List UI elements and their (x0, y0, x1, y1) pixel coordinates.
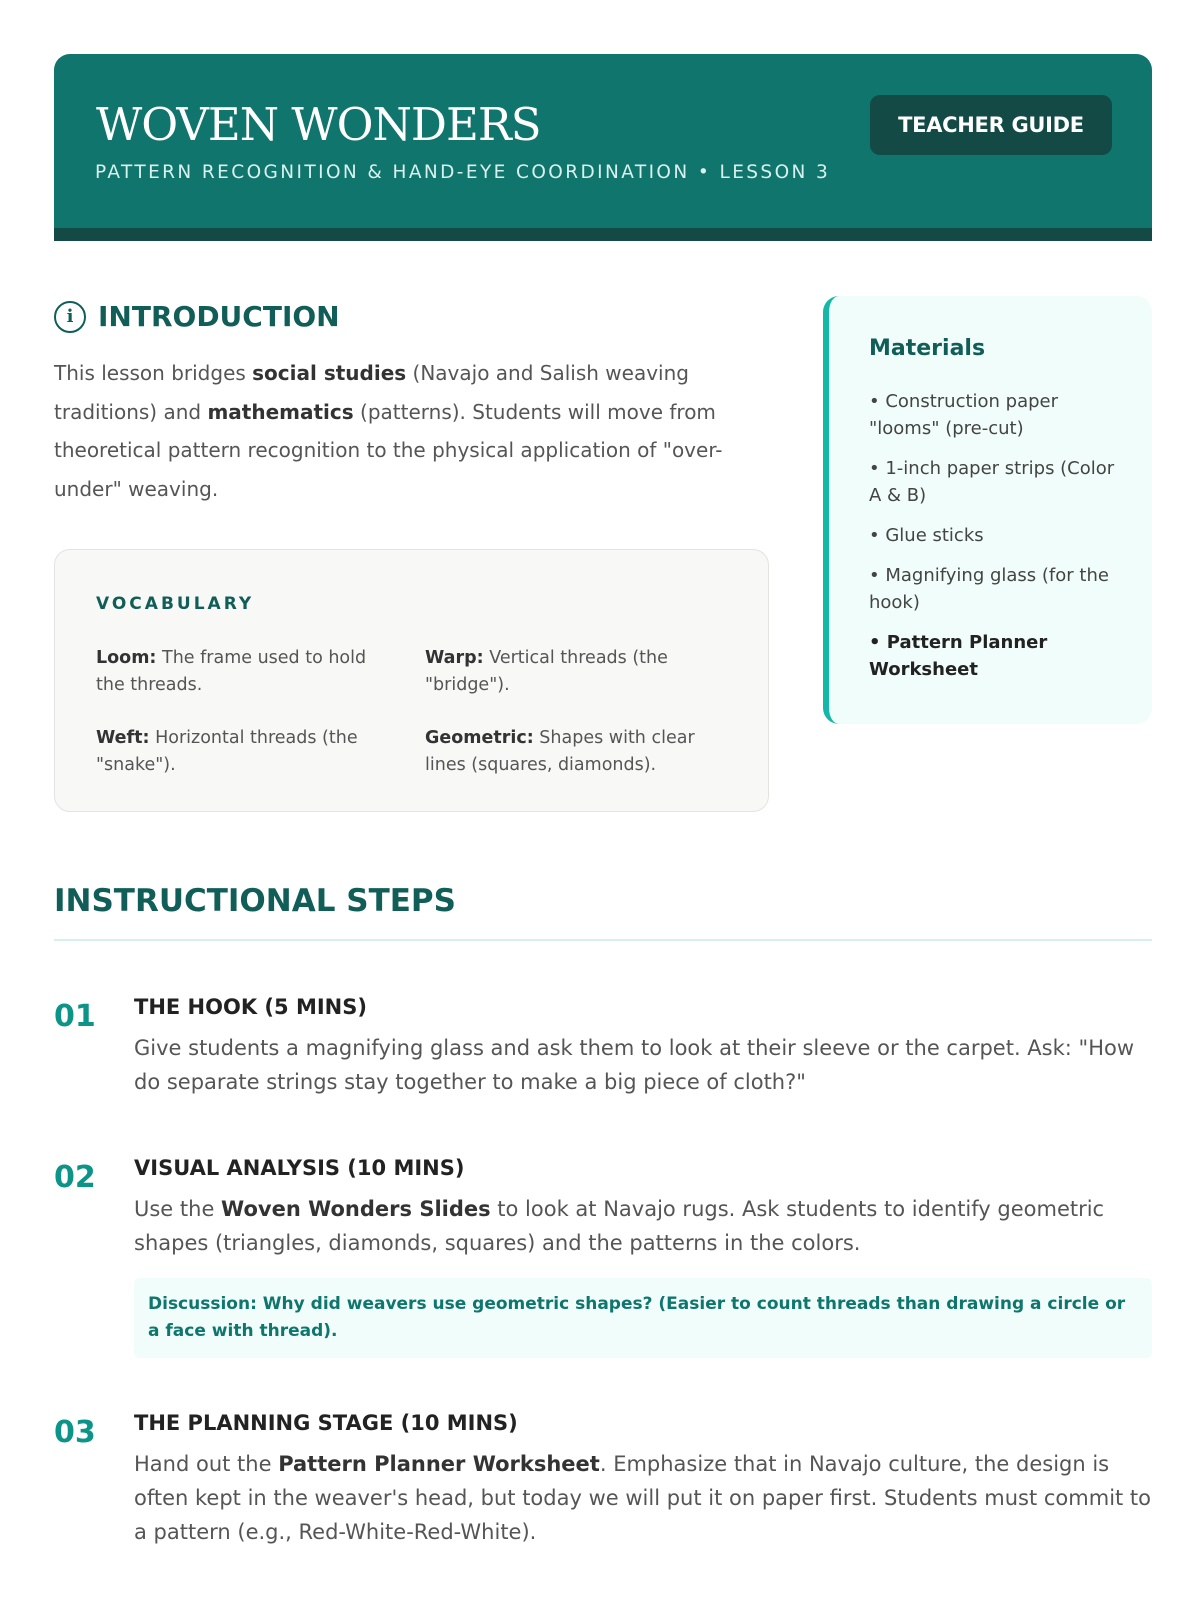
materials-item: • Magnifying glass (for the hook) (869, 565, 1109, 613)
step-number: 03 (54, 1415, 96, 1450)
vocab-definition: The frame used to hold the threads. (96, 648, 367, 695)
info-icon: i (54, 301, 86, 333)
vocab-item (425, 645, 710, 699)
introduction-heading (54, 300, 340, 333)
step-number: 01 (54, 999, 96, 1034)
intro-text: (patterns). Students will move from theoretical pattern recognition to the physical application of "over-under" weaving. (54, 399, 723, 501)
step-text: . Emphasize that in Navajo culture, the design is often kept in the weaver's head, but today we will put it on paper first. Students must commit to a pattern (e.g., Red-White-Red-White). (134, 1452, 1152, 1544)
step-text: to look at Navajo rugs. Ask students to identify geometric shapes (triangles, diamonds, squares) and the patterns in the colors. (134, 1197, 1105, 1255)
step-title: VISUAL ANALYSIS (10 MINS) (134, 1156, 465, 1180)
vocabulary-box (54, 549, 769, 812)
step-body (134, 1447, 1152, 1549)
vocab-term: Weft: (96, 728, 150, 748)
step-title: THE PLANNING STAGE (10 MINS) (134, 1411, 518, 1435)
lesson-title: WOVEN WONDERS (96, 98, 541, 151)
materials-item: • Glue sticks (869, 525, 984, 546)
vocab-definition: Shapes with clear lines (squares, diamonds). (425, 728, 695, 775)
step-number: 02 (54, 1160, 96, 1195)
vocab-item (96, 725, 381, 779)
intro-bold: mathematics (207, 399, 354, 424)
introduction-heading-text: INTRODUCTION (98, 300, 340, 333)
step-text: Give students a magnifying glass and ask them to look at their sleeve or the carpet. Ask: "How do separate strings stay together to make a big piece of cloth?" (134, 1036, 1135, 1094)
step-bold: Woven Wonders Slides (221, 1197, 491, 1221)
vocab-term: Warp: (425, 648, 484, 668)
intro-text: (Navajo and Salish weaving traditions) and (54, 361, 689, 424)
intro-text: This lesson bridges (54, 361, 253, 385)
instructional-steps-heading: INSTRUCTIONAL STEPS (54, 883, 456, 919)
step-bold: Pattern Planner Worksheet (278, 1452, 600, 1476)
vocab-definition: Vertical threads (the "bridge"). (425, 648, 668, 695)
header-accent-bar (54, 228, 1152, 241)
materials-heading: Materials (869, 336, 986, 361)
discussion-callout: Discussion: Why did weavers use geometric shapes? (Easier to count threads than drawing a circle or a face with thread). (134, 1278, 1152, 1358)
step-text: Hand out the (134, 1452, 279, 1476)
vocab-item (425, 725, 710, 779)
step-body (134, 1031, 1152, 1099)
materials-item: • 1-inch paper strips (Color A & B) (869, 458, 1115, 506)
step-text: Use the (134, 1197, 222, 1221)
lesson-header (54, 54, 1152, 241)
step-body (134, 1192, 1152, 1260)
vocabulary-title: VOCABULARY (96, 594, 255, 614)
vocab-term: Loom: (96, 648, 157, 668)
materials-list (869, 388, 1129, 696)
section-divider (54, 939, 1152, 941)
step-title: THE HOOK (5 MINS) (134, 995, 367, 1019)
lesson-subtitle: PATTERN RECOGNITION & HAND-EYE COORDINATION • LESSON 3 (95, 162, 831, 183)
materials-item: • Pattern Planner Worksheet (869, 632, 1048, 680)
materials-item: • Construction paper "looms" (pre-cut) (869, 391, 1059, 439)
teacher-guide-badge: TEACHER GUIDE (870, 95, 1112, 155)
vocab-definition: Horizontal threads (the "snake"). (96, 728, 358, 775)
materials-panel (823, 296, 1152, 724)
vocab-item (96, 645, 381, 699)
vocab-term: Geometric: (425, 728, 534, 748)
intro-bold: social studies (252, 361, 407, 385)
introduction-paragraph (54, 354, 764, 508)
